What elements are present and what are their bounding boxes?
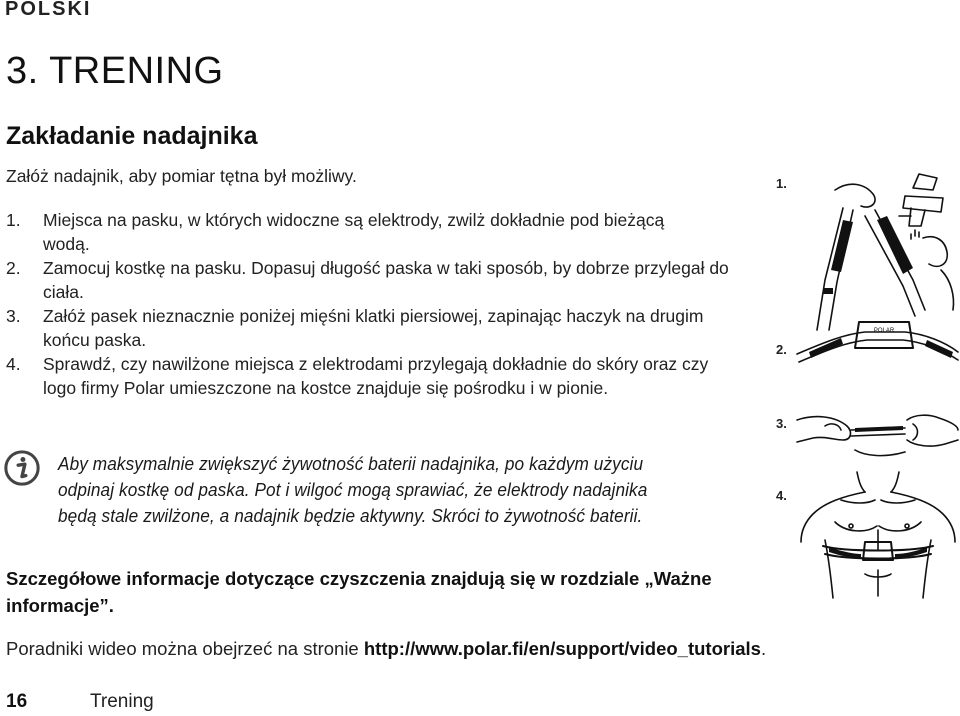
step-text: Zamocuj kostkę na pasku. Dopasuj długość paska w taki sposób, by dobrze przylegał do ciała. — [43, 258, 729, 302]
list-item — [6, 304, 746, 352]
torso-with-strap-illustration — [795, 470, 960, 600]
footer-section: Trening — [90, 691, 154, 712]
step-number: 4. — [6, 354, 21, 374]
chapter-title: 3. TRENING — [6, 50, 224, 92]
intro-text: Załóż nadajnik, aby pomiar tętna był możliwy. — [6, 166, 357, 186]
language-label: POLSKI — [5, 0, 92, 20]
list-item — [6, 208, 746, 256]
list-item — [6, 256, 746, 304]
polar-logo: POLAR — [873, 328, 895, 334]
figure-label-3: 3. — [776, 416, 787, 431]
step-number: 1. — [6, 210, 21, 230]
list-item — [6, 352, 746, 400]
video-tutorials-text — [6, 638, 766, 660]
step-text: Załóż pasek nieznacznie poniżej mięśni klatki piersiowej, zapinając haczyk na drugim końcu paska. — [43, 306, 704, 350]
video-prefix: Poradniki wideo można obejrzeć na stronie — [6, 638, 364, 659]
step-text: Sprawdź, czy nawilżone miejsca z elektrodami przylegają dokładnie do skóry oraz czy logo firmy Polar umieszczone na kostce znajduje się pośrodku i w pionie. — [43, 354, 709, 398]
page-number: 16 — [6, 691, 28, 712]
figure-label-2: 2. — [776, 342, 787, 357]
strap-with-connector-illustration — [795, 312, 960, 372]
video-suffix: . — [760, 638, 767, 659]
step-number: 2. — [6, 258, 21, 278]
video-tutorials-link[interactable]: http://www.polar.fi/en/support/video_tutorials — [363, 638, 761, 659]
strap-under-faucet-illustration — [795, 160, 960, 335]
fastening-strap-illustration — [795, 400, 960, 462]
info-icon — [3, 449, 41, 487]
battery-note: Aby maksymalnie zwiększyć żywotność baterii nadajnika, po każdym użyciu odpinaj kostkę od paska. Pot i wilgoć mogą sprawiać, że elektrody nadajnika będą stale zwilżone, a nadajnik będzie aktywny. Skróci to żywotność baterii. — [58, 453, 648, 526]
cleaning-info: Szczegółowe informacje dotyczące czyszczenia znajdują się w rozdziale „Ważne informacje”. — [6, 568, 712, 616]
steps-list — [6, 208, 746, 400]
section-title: Zakładanie nadajnika — [6, 122, 258, 150]
figure-label-1: 1. — [776, 176, 787, 191]
figure-label-4: 4. — [776, 488, 787, 503]
step-number: 3. — [6, 306, 21, 326]
step-text: Miejsca na pasku, w których widoczne są elektrody, zwilż dokładnie pod bieżącą wodą. — [43, 210, 665, 254]
